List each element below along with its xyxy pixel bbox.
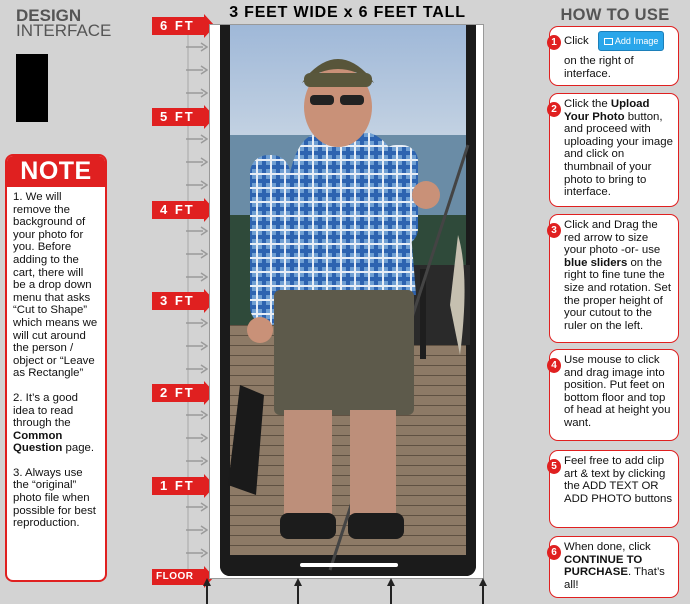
common-question-link[interactable]: Common Question	[13, 429, 63, 455]
ruler-tick-icon	[186, 249, 208, 259]
add-image-button[interactable]: Add Image	[598, 31, 665, 51]
ruler-tick-icon	[186, 134, 208, 144]
design-title: DESIGN	[16, 6, 82, 25]
step-6: 6 When done, click CONTINUE TO PURCHASE. That’s all!	[549, 536, 679, 598]
interface-title: INTERFACE	[16, 21, 112, 40]
note-body	[7, 187, 105, 530]
uploaded-photo[interactable]	[220, 25, 476, 576]
step-number: 3	[547, 223, 561, 238]
ruler-tick-icon	[186, 456, 208, 466]
ruler-label-1ft: 1 FT	[152, 477, 204, 495]
bottom-arrow-icon	[387, 578, 395, 604]
ruler-tick-icon	[186, 318, 208, 328]
note-item-1: 1. We will remove the background of your photo for you. Before adding to the cart, there will be a drop down menu that asks “Cut to Shape” which means we will cut around the person / object or “Leave as Rectangle”	[13, 191, 98, 380]
ruler-tick-icon	[186, 502, 208, 512]
bottom-arrow-icon	[294, 578, 302, 604]
ruler-tick-icon	[186, 525, 208, 535]
ruler-tick-icon	[186, 548, 208, 558]
bottom-arrow-icon	[203, 578, 211, 604]
ruler-tick-icon	[186, 88, 208, 98]
bottom-arrow-icon	[479, 578, 487, 604]
step-number: 5	[547, 459, 561, 474]
resize-handle-bar[interactable]	[300, 563, 398, 567]
step-number: 6	[547, 545, 561, 560]
ruler-label-4ft: 4 FT	[152, 201, 204, 219]
ruler-tick-icon	[186, 364, 208, 374]
ruler-label-floor: FLOOR	[152, 569, 204, 585]
ruler-tick-icon	[186, 180, 208, 190]
note-panel	[5, 154, 107, 582]
ruler-tick-icon	[186, 433, 208, 443]
ruler-tick-icon	[186, 226, 208, 236]
how-to-use-title: HOW TO USE	[560, 6, 670, 24]
note-title: NOTE	[7, 156, 105, 187]
ruler-tick-icon	[186, 410, 208, 420]
step-number: 1	[547, 35, 561, 50]
ruler-tick-icon	[186, 341, 208, 351]
ruler-label-5ft: 5 FT	[152, 108, 204, 126]
step-4: 4 Use mouse to click and drag image into position. Put feet on bottom floor and top of head at height you want.	[549, 349, 679, 441]
color-swatch[interactable]	[16, 54, 48, 122]
photo-illustration	[220, 25, 476, 576]
step-2: 2 Click the Upload Your Photo button, and proceed with uploading your image and click on thumbnail of your photo to bring to interface.	[549, 93, 679, 207]
note-item-3: 3. Always use the “original” photo file when possible for best reproduction.	[13, 466, 96, 530]
step-5: 5 Feel free to add clip art & text by clicking the ADD TEXT OR ADD PHOTO buttons	[549, 450, 679, 528]
canvas-title: 3 FEET WIDE x 6 FEET TALL	[229, 4, 466, 21]
ruler-tick-icon	[186, 65, 208, 75]
note-item-2: 2. It’s a good idea to read through the Common Question page.	[13, 391, 95, 455]
step-3: 3 Click and Drag the red arrow to size your photo -or- use blue sliders on the right to fine tune the size and rotation. Set the proper height of your cutout to the ruler on the left.	[549, 214, 679, 343]
ruler-label-6ft: 6 FT	[152, 17, 204, 35]
ruler-tick-icon	[186, 272, 208, 282]
step-1: 1 Click Add Image on the right of interface.	[549, 26, 679, 86]
ruler-label-2ft: 2 FT	[152, 384, 204, 402]
step-number: 2	[547, 102, 561, 117]
ruler-label-3ft: 3 FT	[152, 292, 204, 310]
image-icon	[604, 38, 613, 45]
ruler-tick-icon	[186, 157, 208, 167]
ruler-tick-icon	[186, 42, 208, 52]
step-number: 4	[547, 358, 561, 373]
design-canvas[interactable]	[209, 24, 484, 579]
